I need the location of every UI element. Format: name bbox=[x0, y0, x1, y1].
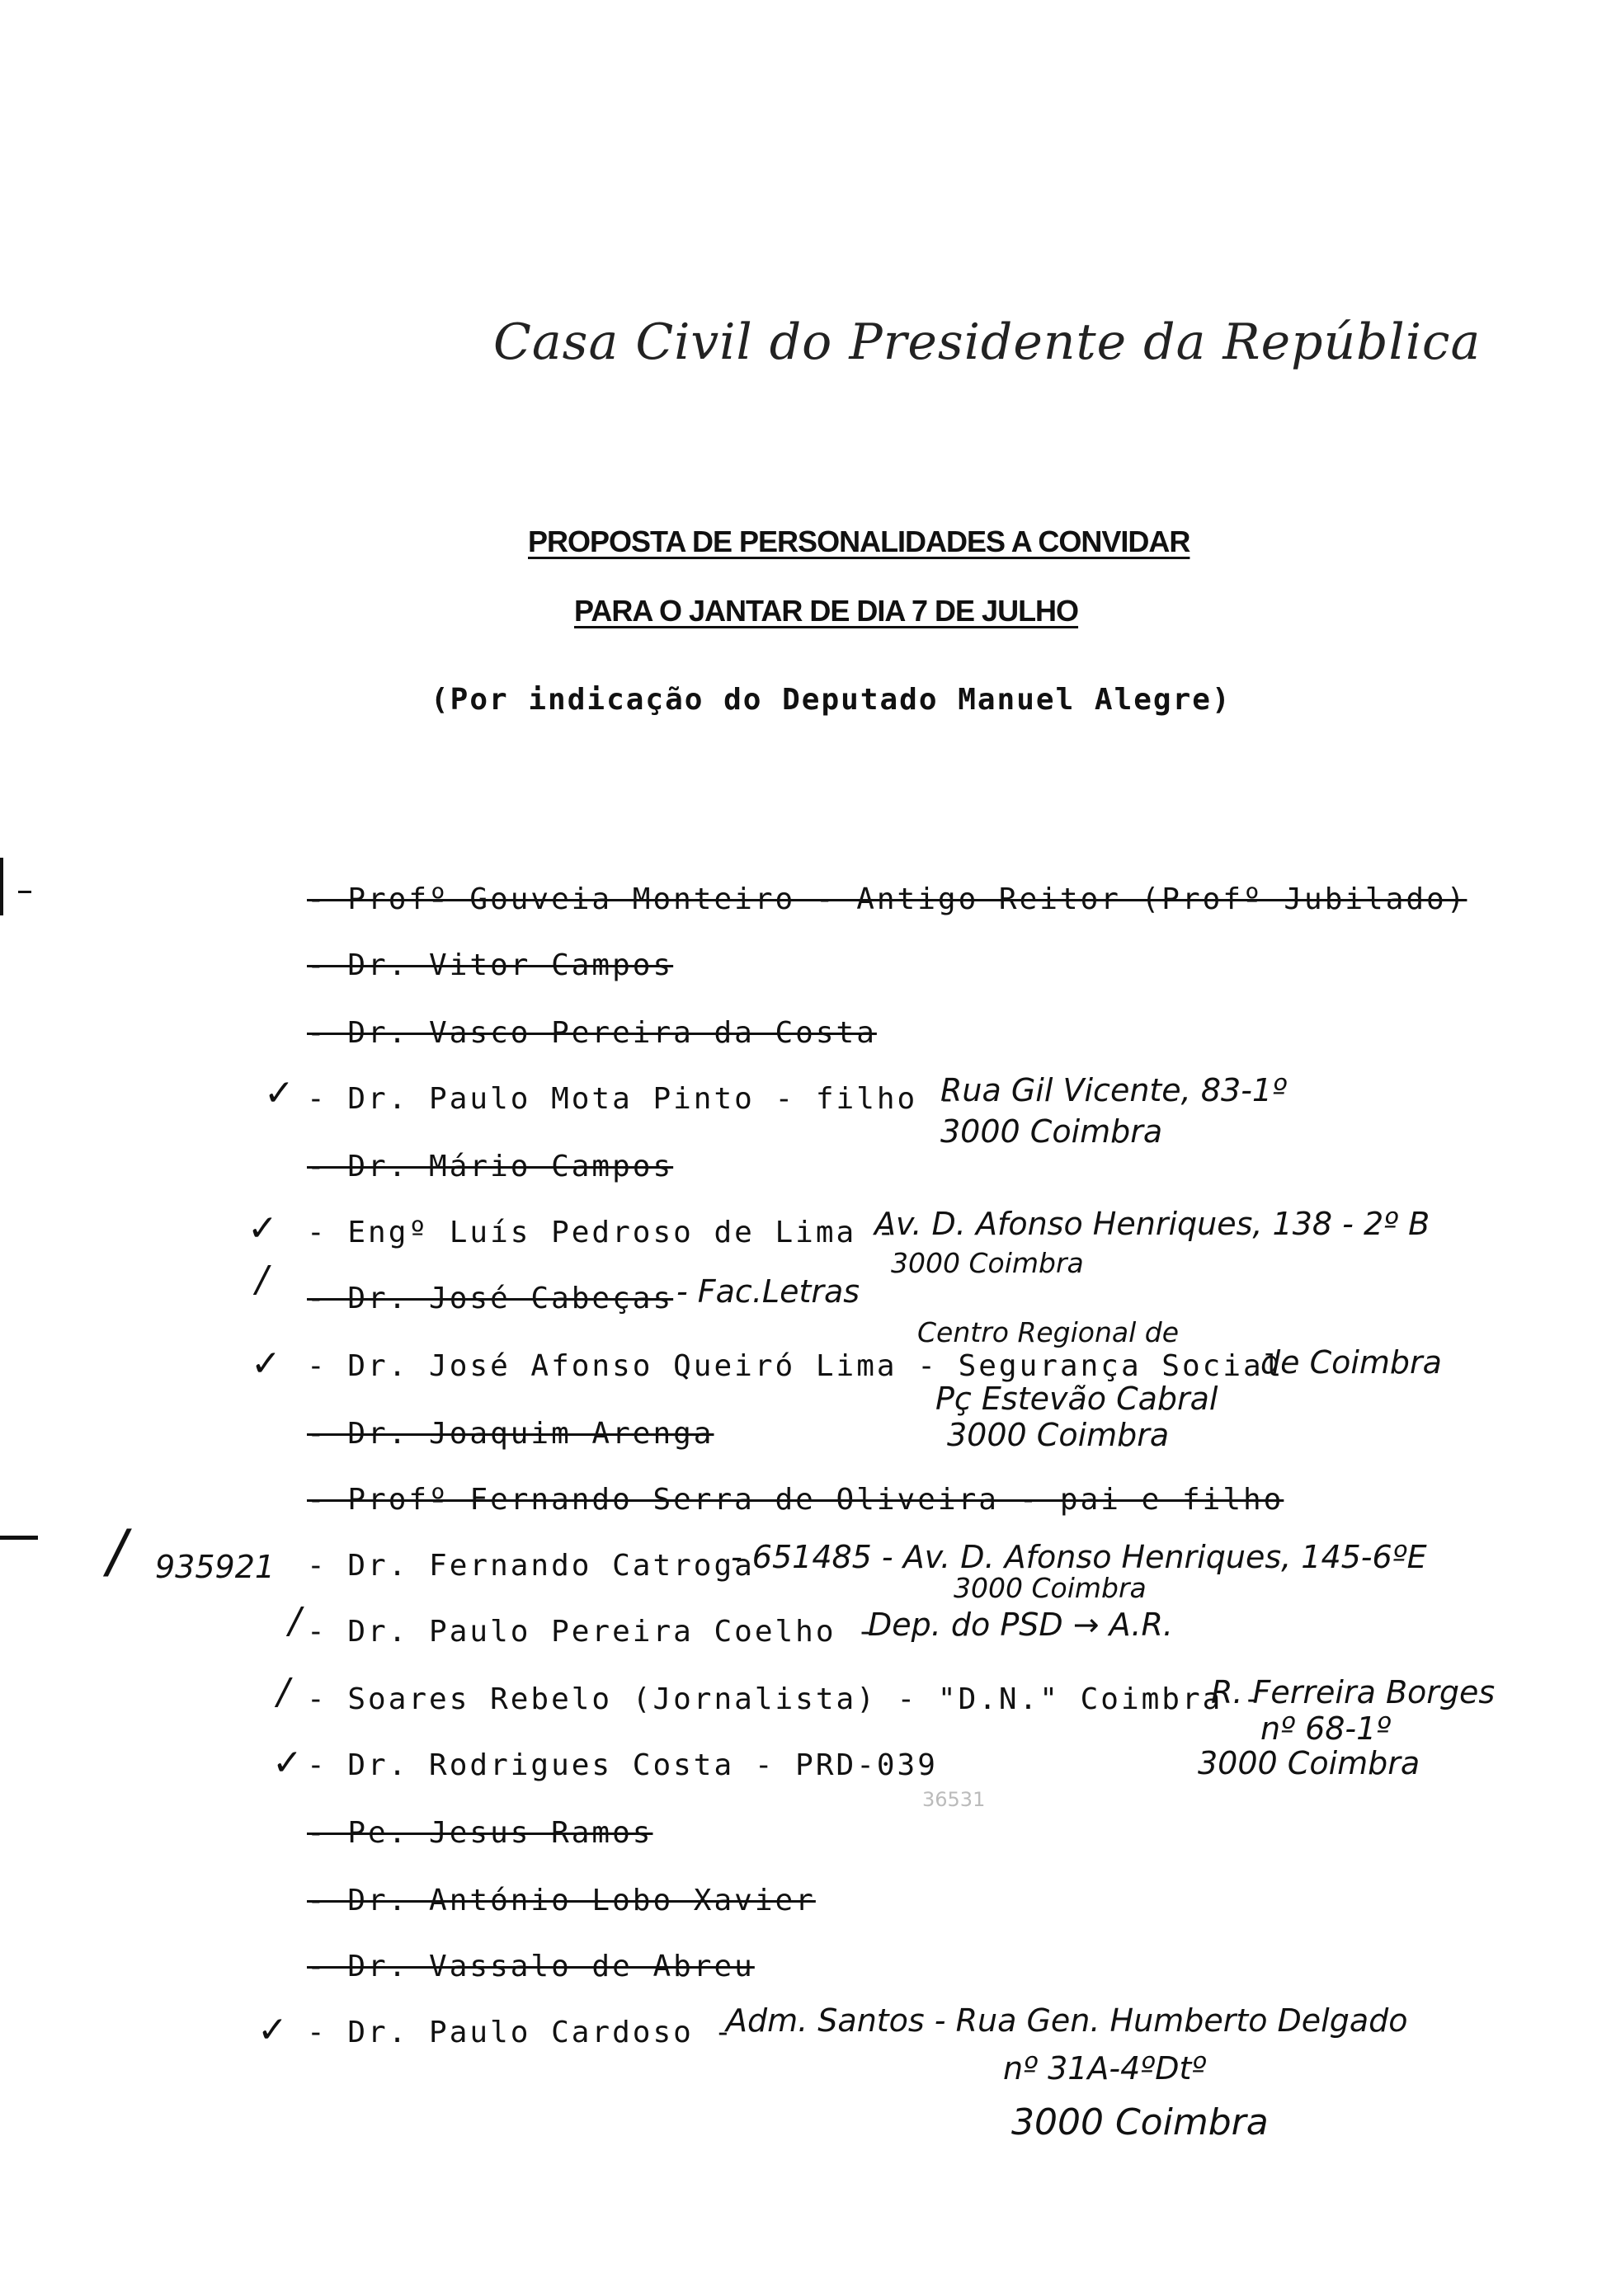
guest-entry: - Dr. Mário Campos bbox=[307, 1150, 674, 1183]
guest-entry: - Profº Fernando Serra de Oliveira - pai e filho bbox=[307, 1483, 1284, 1517]
faint-note: 36531 bbox=[922, 1788, 986, 1811]
handwritten-city: 3000 Coimbra bbox=[947, 1417, 1170, 1453]
handwritten-city: 3000 Coimbra bbox=[1011, 2101, 1269, 2143]
handwritten-city: 3000 Coimbra bbox=[940, 1113, 1163, 1150]
handwritten-address: nº 31A-4ºDtº bbox=[1003, 2050, 1207, 2087]
margin-mark-top bbox=[0, 858, 3, 915]
guest-entry: - Pe. Jesus Ramos bbox=[307, 1816, 653, 1850]
handwritten-note: de Coimbra bbox=[1260, 1344, 1442, 1381]
slash-mark-icon: / bbox=[256, 1259, 268, 1301]
guest-entry: - Dr. Joaquim Arenga bbox=[307, 1417, 714, 1451]
check-mark-icon: ✓ bbox=[257, 2009, 288, 2051]
document-title-line1: PROPOSTA DE PERSONALIDADES A CONVIDAR bbox=[528, 525, 1190, 558]
check-mark-icon: ✓ bbox=[264, 1072, 294, 1114]
handwritten-city: 3000 Coimbra bbox=[891, 1247, 1084, 1279]
handwritten-address: - 651485 - Av. D. Afonso Henriques, 145-6ºE bbox=[731, 1539, 1427, 1575]
handwritten-address: R. Ferreira Borges bbox=[1211, 1674, 1496, 1710]
margin-mark-top-dash bbox=[18, 891, 31, 893]
document-subtitle: (Por indicação do Deputado Manuel Alegre) bbox=[431, 683, 1232, 717]
guest-entry: - Dr. Vitor Campos bbox=[307, 948, 674, 982]
letterhead: Casa Civil do Presidente da República bbox=[493, 313, 1482, 371]
slash-mark-icon: / bbox=[277, 1671, 290, 1713]
guest-entry: - Dr. Rodrigues Costa - PRD-039 bbox=[307, 1748, 938, 1782]
handwritten-note: Dep. do PSD → A.R. bbox=[868, 1607, 1173, 1643]
handwritten-note: Centro Regional de bbox=[917, 1316, 1180, 1348]
guest-entry: - Dr. Vasco Pereira da Costa bbox=[307, 1016, 877, 1050]
slash-mark-icon: / bbox=[289, 1600, 301, 1642]
handwritten-phone: 935921 bbox=[155, 1549, 276, 1585]
handwritten-note: - Fac.Letras bbox=[676, 1273, 860, 1310]
slash-mark-icon: / bbox=[107, 1517, 127, 1585]
handwritten-address: Adm. Santos - Rua Gen. Humberto Delgado bbox=[726, 2002, 1408, 2039]
guest-entry: - Dr. José Afonso Queiró Lima - Segurança Social bbox=[307, 1349, 1284, 1383]
guest-entry: - Profº Gouveia Monteiro - Antigo Reitor (Profº Jubilado) bbox=[307, 882, 1467, 916]
check-mark-icon: ✓ bbox=[247, 1207, 278, 1249]
guest-entry: - Dr. José Cabeças bbox=[307, 1282, 674, 1315]
guest-entry: - Dr. Paulo Pereira Coelho - bbox=[307, 1615, 877, 1649]
margin-mark-bottom bbox=[0, 1536, 38, 1540]
guest-entry: - Dr. Paulo Cardoso - bbox=[307, 2016, 735, 2049]
guest-entry: - Dr. Fernando Catroga bbox=[307, 1549, 755, 1583]
check-mark-icon: ✓ bbox=[272, 1742, 303, 1784]
handwritten-city: 3000 Coimbra bbox=[1198, 1745, 1420, 1781]
guest-entry: - Dr. António Lobo Xavier bbox=[307, 1884, 816, 1917]
guest-entry: - Engº Luís Pedroso de Lima - bbox=[307, 1216, 897, 1249]
handwritten-address: Pç Estevão Cabral bbox=[935, 1381, 1218, 1417]
handwritten-address: nº 68-1º bbox=[1260, 1710, 1392, 1747]
guest-entry: - Dr. Paulo Mota Pinto - filho - bbox=[307, 1082, 959, 1116]
check-mark-icon: ✓ bbox=[251, 1343, 281, 1385]
document-title-line2: PARA O JANTAR DE DIA 7 DE JULHO bbox=[574, 594, 1079, 628]
guest-entry: - Soares Rebelo (Jornalista) - "D.N." Coimbra - bbox=[307, 1682, 1264, 1716]
handwritten-city: 3000 Coimbra bbox=[954, 1572, 1147, 1604]
handwritten-address: Rua Gil Vicente, 83-1º bbox=[940, 1072, 1287, 1108]
guest-entry: - Dr. Vassalo de Abreu bbox=[307, 1950, 755, 1983]
handwritten-address: Av. D. Afonso Henriques, 138 - 2º B bbox=[874, 1206, 1430, 1242]
